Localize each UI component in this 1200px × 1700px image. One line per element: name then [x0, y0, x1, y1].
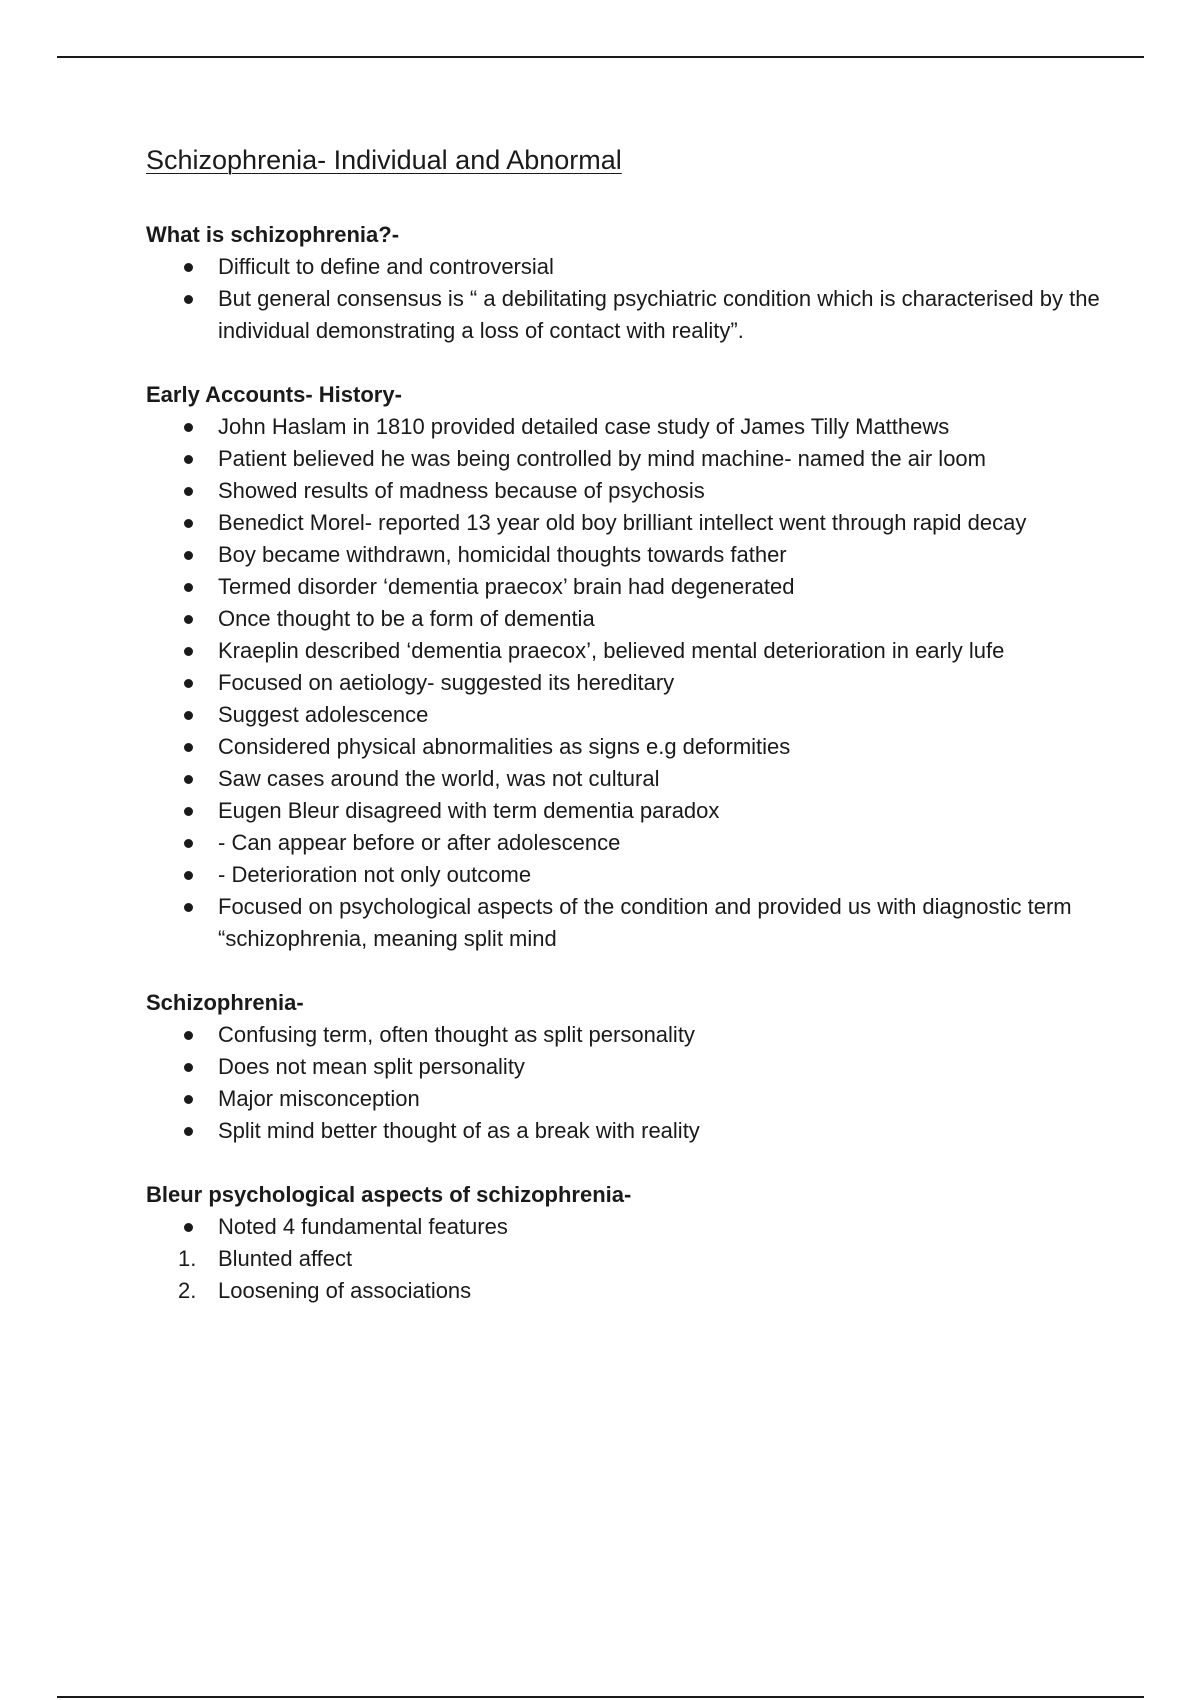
- list-item: [146, 1115, 1126, 1147]
- list-item-text: Once thought to be a form of dementia: [218, 606, 595, 631]
- section-heading: What is schizophrenia?-: [146, 222, 400, 247]
- list-item-text: Termed disorder ‘dementia praecox’ brain had degenerated: [218, 574, 795, 599]
- list-item-text: Focused on psychological aspects of the condition and provided us with diagnostic term “schizophrenia, meaning split mind: [218, 894, 1072, 951]
- list-item: [146, 251, 1126, 283]
- list-item: [146, 667, 1126, 699]
- list-item: [146, 475, 1126, 507]
- list-item: [146, 827, 1126, 859]
- list-item-text: - Can appear before or after adolescence: [218, 830, 621, 855]
- section-heading: Early Accounts- History-: [146, 382, 402, 407]
- document-body: [146, 143, 1126, 1339]
- bullet-list: [146, 411, 1126, 507]
- list-item: [146, 539, 1126, 571]
- list-item: [146, 1211, 1126, 1243]
- bullet-list: [146, 795, 1126, 955]
- list-item-text: Noted 4 fundamental features: [218, 1214, 508, 1239]
- list-item: [146, 635, 1126, 667]
- list-item-text: Showed results of madness because of psychosis: [218, 478, 705, 503]
- list-item-text: Suggest adolescence: [218, 702, 429, 727]
- list-item: [146, 699, 1126, 731]
- sections-container: [146, 219, 1126, 1307]
- list-item-text: Saw cases around the world, was not cultural: [218, 766, 660, 791]
- list-item-text: Difficult to define and controversial: [218, 254, 554, 279]
- list-item-text: Blunted affect: [218, 1246, 353, 1271]
- list-item-text: Eugen Bleur disagreed with term dementia paradox: [218, 798, 720, 823]
- list-number: 2.: [178, 1278, 197, 1303]
- list-item: [146, 731, 1126, 763]
- list-item: [146, 795, 1126, 827]
- list-item: [146, 1083, 1126, 1115]
- bullet-list: [146, 507, 1126, 635]
- list-item-text: - Deterioration not only outcome: [218, 862, 532, 887]
- list-item-text: Split mind better thought of as a break with reality: [218, 1118, 700, 1143]
- list-item-text: Does not mean split personality: [218, 1054, 525, 1079]
- list-item: [146, 507, 1126, 539]
- list-item: [146, 763, 1126, 795]
- list-number: 1.: [178, 1246, 197, 1271]
- top-rule: [57, 56, 1144, 58]
- list-item-text: Confusing term, often thought as split personality: [218, 1022, 695, 1047]
- list-item-text: Loosening of associations: [218, 1278, 472, 1303]
- list-item: [146, 859, 1126, 891]
- list-item-text: But general consensus is “ a debilitating psychiatric condition which is characterised by the individual demonstrating a loss of contact with reality”.: [218, 286, 1100, 343]
- section: [146, 1179, 1126, 1307]
- section-heading: Schizophrenia-: [146, 990, 304, 1015]
- list-item: [146, 1019, 1126, 1051]
- list-item: [146, 1243, 1126, 1275]
- list-item-text: Considered physical abnormalities as signs e.g deformities: [218, 734, 791, 759]
- section-heading: Bleur psychological aspects of schizophrenia-: [146, 1182, 632, 1207]
- list-item: [146, 603, 1126, 635]
- section: [146, 987, 1126, 1147]
- list-item-text: Major misconception: [218, 1086, 420, 1111]
- list-item-text: Kraeplin described ‘dementia praecox’, believed mental deterioration in early lufe: [218, 638, 1005, 663]
- bullet-list: [146, 1019, 1126, 1147]
- list-item-text: Focused on aetiology- suggested its hereditary: [218, 670, 675, 695]
- bullet-list: [146, 251, 1126, 347]
- list-item: [146, 571, 1126, 603]
- list-item: [146, 443, 1126, 475]
- list-item: [146, 891, 1126, 955]
- list-item-text: John Haslam in 1810 provided detailed case study of James Tilly Matthews: [218, 414, 950, 439]
- bottom-rule: [57, 1696, 1144, 1698]
- list-item-text: Boy became withdrawn, homicidal thoughts towards father: [218, 542, 787, 567]
- list-item: [146, 411, 1126, 443]
- section: [146, 379, 1126, 955]
- list-item: [146, 1275, 1126, 1307]
- section: [146, 219, 1126, 347]
- list-item-text: Patient believed he was being controlled by mind machine- named the air loom: [218, 446, 986, 471]
- document-title: Schizophrenia- Individual and Abnormal: [146, 145, 622, 175]
- bullet-list: [146, 635, 1126, 795]
- list-item: [146, 1051, 1126, 1083]
- list-item-text: Benedict Morel- reported 13 year old boy brilliant intellect went through rapid decay: [218, 510, 1027, 535]
- list-item: [146, 283, 1126, 347]
- bullet-list: [146, 1211, 1126, 1307]
